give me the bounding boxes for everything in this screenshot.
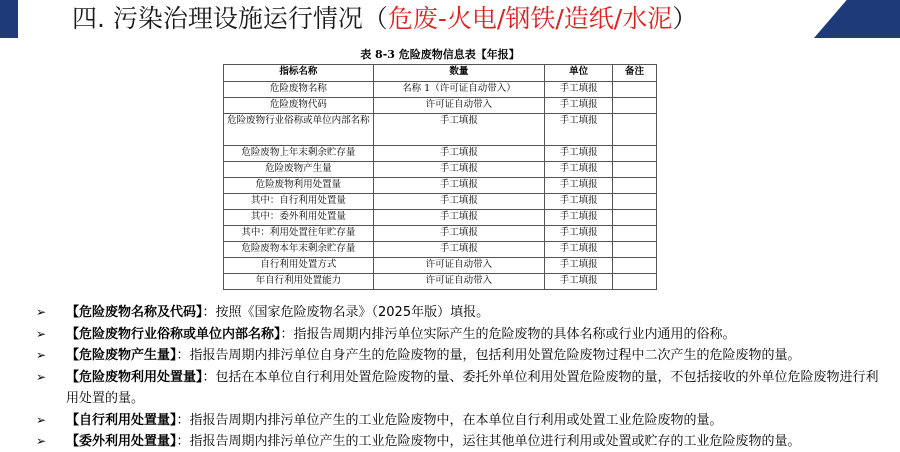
table-cell: 手工填报: [545, 226, 613, 242]
table-row: [224, 210, 657, 226]
table-cell: 危险废物本年末剩余贮存量: [224, 242, 374, 258]
table-cell: [613, 210, 657, 226]
header: [0, 0, 900, 38]
list-item: [36, 324, 886, 346]
table-cell: [613, 194, 657, 210]
arrow-bullet-icon: ➢: [36, 348, 47, 362]
table-cell: 其中：自行利用处置量: [224, 194, 374, 210]
bullet-term: 【危险废物名称及代码】: [66, 305, 203, 320]
column-header: 单位: [545, 65, 613, 82]
table-cell: 危险废物产生量: [224, 162, 374, 178]
table-header-row: [224, 65, 657, 82]
table-cell: 手工填报: [373, 178, 545, 194]
bullet-term: 【危险废物利用处置量】: [66, 369, 203, 385]
table-cell: 其中：利用处置往年贮存量: [224, 226, 374, 242]
table-cell: 手工填报: [545, 194, 613, 210]
arrow-bullet-icon: ➢: [36, 326, 47, 341]
table-cell: [613, 114, 657, 146]
table-cell: [613, 162, 657, 178]
column-header: 备注: [613, 65, 657, 82]
table-row: [224, 162, 657, 178]
table-caption: 表 8-3 危险废物信息表【年报】: [360, 48, 520, 61]
arrow-bullet-icon: ➢: [36, 369, 47, 384]
table-cell: [613, 274, 657, 290]
table-cell: [613, 98, 657, 114]
list-item: [36, 345, 886, 367]
table-row: [224, 274, 657, 290]
table-cell: 许可证自动带入: [373, 98, 545, 114]
table-cell: 许可证自动带入: [373, 258, 545, 274]
table-cell: 危险废物利用处置量: [224, 178, 374, 194]
bullet-list: [36, 302, 886, 452]
bullet-text: ：指报告周期内排污单位产生的工业危险废物中，运往其他单位进行利用或处置或贮存的工业危险废物的量。: [176, 434, 801, 449]
bullet-text: ：指报告周期内排污单位实际产生的危险废物的具体名称或行业内通用的俗称。: [280, 326, 736, 342]
table-row: [224, 258, 657, 274]
table-cell: 手工填报: [545, 274, 613, 290]
bullet-text: ：指报告周期内排污单位产生的工业危险废物中，在本单位自行利用或处置工业危险废物的量。: [176, 412, 723, 428]
bullet-term: 【危险废物产生量】: [66, 348, 177, 363]
table-row: [224, 242, 657, 258]
bullet-term: 【危险废物行业俗称或单位内部名称】: [66, 326, 281, 342]
bullet-text: ：按照《国家危险废物名录》（2025年版）填报。: [202, 305, 490, 320]
table-cell: 手工填报: [545, 146, 613, 162]
table-cell: 手工填报: [545, 242, 613, 258]
table-row: [224, 146, 657, 162]
bullet-text: ：指报告周期内排污单位自身产生的危险废物的量，包括利用处置危险废物过程中二次产生的危险废物的量。: [176, 348, 801, 363]
table-cell: [613, 178, 657, 194]
table-cell: 手工填报: [545, 82, 613, 98]
table-cell: 危险废物上年末剩余贮存量: [224, 146, 374, 162]
table-row: [224, 82, 657, 98]
table-cell: 手工填报: [373, 226, 545, 242]
table-cell: 手工填报: [373, 146, 545, 162]
table-cell: 手工填报: [373, 162, 545, 178]
table-cell: 手工填报: [373, 194, 545, 210]
table-cell: [613, 146, 657, 162]
table-row: [224, 194, 657, 210]
table-cell: [613, 82, 657, 98]
list-item: [36, 302, 886, 324]
column-header: 数量: [373, 65, 545, 82]
arrow-bullet-icon: ➢: [36, 434, 47, 448]
table-cell: 手工填报: [545, 178, 613, 194]
table-cell: 手工填报: [373, 210, 545, 226]
table-cell: 手工填报: [545, 114, 613, 146]
table-cell: 手工填报: [545, 98, 613, 114]
title-highlight: 危废-火电/钢铁/造纸/水泥: [387, 4, 673, 33]
table-row: [224, 114, 657, 146]
hazardous-waste-table: [223, 64, 657, 290]
table-cell: 年自行利用处置能力: [224, 274, 374, 290]
list-item: [36, 410, 886, 432]
arrow-bullet-icon: ➢: [36, 412, 47, 427]
table-cell: 手工填报: [545, 258, 613, 274]
table-cell: 危险废物行业俗称或单位内部名称: [224, 114, 374, 146]
title-prefix: 四. 污染治理设施运行情况（: [72, 4, 388, 33]
table-cell: 名称 1（许可证自动带入）: [373, 82, 545, 98]
table-cell: 手工填报: [545, 210, 613, 226]
table-cell: 手工填报: [373, 114, 545, 146]
column-header: 指标名称: [224, 65, 374, 82]
table-cell: [613, 242, 657, 258]
table-cell: [613, 258, 657, 274]
table-cell: [613, 226, 657, 242]
table-cell: 其中：委外利用处置量: [224, 210, 374, 226]
table-cell: 自行利用处置方式: [224, 258, 374, 274]
title-suffix: ）: [672, 4, 698, 33]
list-item: [36, 431, 886, 452]
bullet-term: 【委外利用处置量】: [66, 434, 177, 449]
table-cell: 手工填报: [545, 162, 613, 178]
table-row: [224, 226, 657, 242]
table-cell: 许可证自动带入: [373, 274, 545, 290]
header-left-band: [0, 0, 18, 38]
table-row: [224, 98, 657, 114]
page-title: [72, 2, 697, 36]
bullet-term: 【自行利用处置量】: [66, 412, 177, 428]
bullet-text: ：包括在本单位自行利用处置危险废物的量、委托外单位利用处置危险废物的量，不包括接收的外单位危险废物进行利用处置的量。: [66, 369, 879, 406]
header-right-band: [814, 0, 900, 38]
arrow-bullet-icon: ➢: [36, 305, 47, 319]
table-cell: 手工填报: [373, 242, 545, 258]
table-cell: 危险废物代码: [224, 98, 374, 114]
table-row: [224, 178, 657, 194]
list-item: [36, 367, 886, 410]
table-cell: 危险废物名称: [224, 82, 374, 98]
